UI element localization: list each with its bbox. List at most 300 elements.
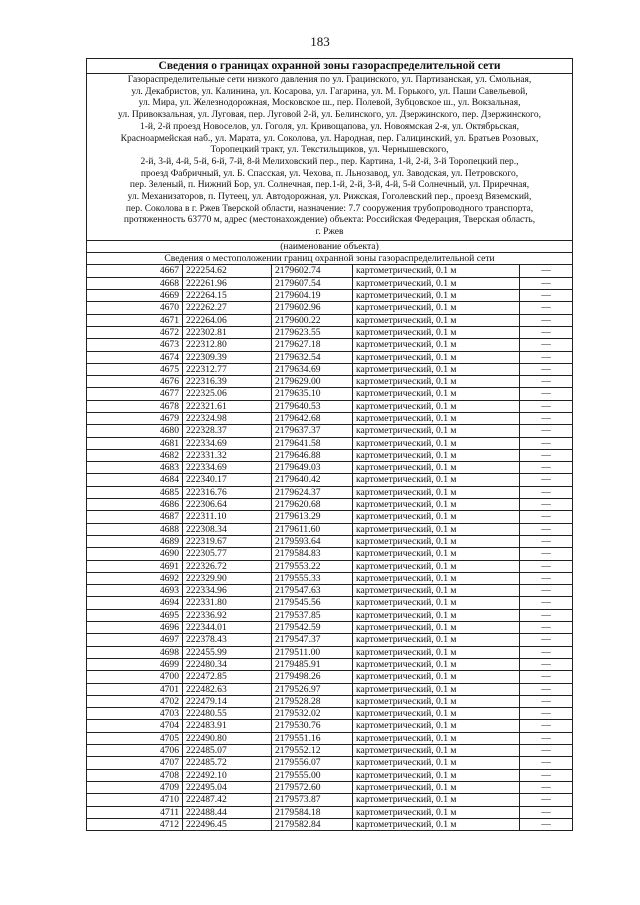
coord-x-cell: 222344.01: [183, 622, 272, 634]
table-row: [87, 425, 573, 437]
method-accuracy-cell: картометрический, 0.1 м: [353, 363, 520, 375]
coord-y-cell: 2179646.88: [272, 449, 353, 461]
object-description-line: ул. Мира, ул. Железнодорожная, Московское ш., пер. Полевой, Зубцовское ш., ул. Вокзальная,: [138, 98, 521, 109]
table-row: [87, 806, 573, 818]
object-description: [87, 74, 573, 241]
object-description-line: пер. Зеленый, п. Нижний Бор, ул. Солнечная, пер.1-й, 2-й, 3-й, 4-й, 5-й Солнечный, ул. Приречная,: [129, 180, 530, 191]
boundary-document: [86, 58, 572, 831]
table-row: [87, 585, 573, 597]
coord-y-cell: 2179552.12: [272, 745, 353, 757]
coord-x-cell: 222316.39: [183, 376, 272, 388]
method-accuracy-cell: картометрический, 0.1 м: [353, 757, 520, 769]
table-row: [87, 671, 573, 683]
coord-x-cell: 222264.06: [183, 314, 272, 326]
table-row: [87, 683, 573, 695]
method-accuracy-cell: картометрический, 0.1 м: [353, 425, 520, 437]
table-row: [87, 622, 573, 634]
method-accuracy-cell: картометрический, 0.1 м: [353, 646, 520, 658]
point-number-cell: 4676: [87, 376, 183, 388]
table-row: [87, 376, 573, 388]
object-caption: (наименование объекта): [87, 240, 573, 252]
coord-y-cell: 2179641.58: [272, 437, 353, 449]
description-cell: —: [520, 757, 573, 769]
boundary-table: [86, 58, 573, 831]
point-number-cell: 4675: [87, 363, 183, 375]
table-row: [87, 658, 573, 670]
method-accuracy-cell: картометрический, 0.1 м: [353, 781, 520, 793]
table-row: [87, 265, 573, 277]
coord-x-cell: 222482.63: [183, 683, 272, 695]
coord-y-cell: 2179602.96: [272, 302, 353, 314]
point-number-cell: 4680: [87, 425, 183, 437]
title-row: [87, 59, 573, 74]
method-accuracy-cell: картометрический, 0.1 м: [353, 339, 520, 351]
point-number-cell: 4686: [87, 499, 183, 511]
coord-x-cell: 222316.76: [183, 486, 272, 498]
coord-y-cell: 2179532.02: [272, 708, 353, 720]
coord-x-cell: 222492.10: [183, 769, 272, 781]
table-row: [87, 400, 573, 412]
method-accuracy-cell: картометрический, 0.1 м: [353, 437, 520, 449]
coord-y-cell: 2179555.00: [272, 769, 353, 781]
point-number-cell: 4681: [87, 437, 183, 449]
coord-y-cell: 2179649.03: [272, 462, 353, 474]
table-row: [87, 708, 573, 720]
method-accuracy-cell: картометрический, 0.1 м: [353, 449, 520, 461]
table-title: Сведения о границах охранной зоны газораспределительной сети: [87, 59, 573, 74]
coord-y-cell: 2179528.28: [272, 695, 353, 707]
description-cell: —: [520, 290, 573, 302]
coord-x-cell: 222312.77: [183, 363, 272, 375]
description-cell: —: [520, 732, 573, 744]
point-number-cell: 4673: [87, 339, 183, 351]
coord-y-cell: 2179620.68: [272, 499, 353, 511]
location-header: Сведения о местоположении границ охранной зоны газораспределительной сети: [87, 253, 573, 265]
coord-x-cell: 222378.43: [183, 634, 272, 646]
object-description-line: пер. Соколова в г. Ржев Тверской области, назначение: 7.7 сооружения трубопроводного транспорта,: [125, 203, 534, 214]
table-row: [87, 597, 573, 609]
point-number-cell: 4706: [87, 745, 183, 757]
coord-y-cell: 2179555.33: [272, 572, 353, 584]
description-cell: —: [520, 449, 573, 461]
method-accuracy-cell: картометрический, 0.1 м: [353, 400, 520, 412]
object-description-line: Торопецкий тракт, ул. Текстильщиков, ул. Чернышевского,: [210, 145, 449, 156]
point-number-cell: 4683: [87, 462, 183, 474]
method-accuracy-cell: картометрический, 0.1 м: [353, 314, 520, 326]
object-description-line: 2-й, 3-й, 4-й, 5-й, 6-й, 7-й, 8-й Мелиховский пер., пер. Картина, 1-й, 2-й, 3-й Торопецкий пер.,: [140, 156, 519, 167]
object-description-line: ул. Механизаторов, п. Путеец, ул. Автодорожная, ул. Рижская, Гоголевский пер., проезд Вяземский,: [127, 192, 532, 203]
description-cell: —: [520, 634, 573, 646]
point-number-cell: 4669: [87, 290, 183, 302]
table-row: [87, 339, 573, 351]
coord-x-cell: 222308.34: [183, 523, 272, 535]
point-number-cell: 4695: [87, 609, 183, 621]
coord-y-cell: 2179627.18: [272, 339, 353, 351]
table-row: [87, 499, 573, 511]
coord-x-cell: 222302.81: [183, 326, 272, 338]
table-row: [87, 363, 573, 375]
description-cell: —: [520, 646, 573, 658]
coord-y-cell: 2179632.54: [272, 351, 353, 363]
coord-x-cell: 222495.04: [183, 781, 272, 793]
point-number-cell: 4677: [87, 388, 183, 400]
point-number-cell: 4692: [87, 572, 183, 584]
coord-y-cell: 2179530.76: [272, 720, 353, 732]
point-number-cell: 4702: [87, 695, 183, 707]
point-number-cell: 4694: [87, 597, 183, 609]
method-accuracy-cell: картометрический, 0.1 м: [353, 622, 520, 634]
point-number-cell: 4667: [87, 265, 183, 277]
coord-x-cell: 222306.64: [183, 499, 272, 511]
table-row: [87, 535, 573, 547]
method-accuracy-cell: картометрический, 0.1 м: [353, 634, 520, 646]
table-row: [87, 437, 573, 449]
coord-y-cell: 2179547.63: [272, 585, 353, 597]
description-cell: —: [520, 708, 573, 720]
table-row: [87, 757, 573, 769]
method-accuracy-cell: картометрический, 0.1 м: [353, 523, 520, 535]
table-body: [87, 59, 573, 831]
description-cell: —: [520, 425, 573, 437]
method-accuracy-cell: картометрический, 0.1 м: [353, 671, 520, 683]
point-number-cell: 4710: [87, 794, 183, 806]
table-row: [87, 388, 573, 400]
coord-y-cell: 2179551.16: [272, 732, 353, 744]
table-row: [87, 548, 573, 560]
method-accuracy-cell: картометрический, 0.1 м: [353, 302, 520, 314]
description-cell: —: [520, 818, 573, 830]
coord-x-cell: 222325.06: [183, 388, 272, 400]
point-number-cell: 4691: [87, 560, 183, 572]
table-row: [87, 462, 573, 474]
method-accuracy-cell: картометрический, 0.1 м: [353, 548, 520, 560]
description-cell: —: [520, 314, 573, 326]
table-row: [87, 290, 573, 302]
coord-y-cell: 2179582.84: [272, 818, 353, 830]
point-number-cell: 4685: [87, 486, 183, 498]
coord-y-cell: 2179623.55: [272, 326, 353, 338]
coord-x-cell: 222472.85: [183, 671, 272, 683]
table-row: [87, 277, 573, 289]
coord-y-cell: 2179640.53: [272, 400, 353, 412]
description-cell: —: [520, 474, 573, 486]
table-row: [87, 794, 573, 806]
coord-y-cell: 2179600.22: [272, 314, 353, 326]
coord-x-cell: 222326.72: [183, 560, 272, 572]
description-cell: —: [520, 769, 573, 781]
coord-x-cell: 222496.45: [183, 818, 272, 830]
method-accuracy-cell: картометрический, 0.1 м: [353, 351, 520, 363]
method-accuracy-cell: картометрический, 0.1 м: [353, 806, 520, 818]
coord-y-cell: 2179613.29: [272, 511, 353, 523]
description-cell: —: [520, 622, 573, 634]
method-accuracy-cell: картометрический, 0.1 м: [353, 769, 520, 781]
coord-y-cell: 2179634.69: [272, 363, 353, 375]
description-cell: —: [520, 400, 573, 412]
coord-y-cell: 2179637.37: [272, 425, 353, 437]
coord-y-cell: 2179584.83: [272, 548, 353, 560]
description-cell: —: [520, 671, 573, 683]
coord-x-cell: 222455.99: [183, 646, 272, 658]
method-accuracy-cell: картометрический, 0.1 м: [353, 658, 520, 670]
method-accuracy-cell: картометрический, 0.1 м: [353, 818, 520, 830]
coord-y-cell: 2179602.74: [272, 265, 353, 277]
table-row: [87, 351, 573, 363]
coord-x-cell: 222331.80: [183, 597, 272, 609]
coord-y-cell: 2179556.07: [272, 757, 353, 769]
table-row: [87, 769, 573, 781]
method-accuracy-cell: картометрический, 0.1 м: [353, 597, 520, 609]
point-number-cell: 4671: [87, 314, 183, 326]
method-accuracy-cell: картометрический, 0.1 м: [353, 609, 520, 621]
description-cell: —: [520, 511, 573, 523]
description-cell: —: [520, 720, 573, 732]
coord-x-cell: 222334.69: [183, 437, 272, 449]
coord-x-cell: 222487.42: [183, 794, 272, 806]
description-cell: —: [520, 363, 573, 375]
point-number-cell: 4696: [87, 622, 183, 634]
point-number-cell: 4679: [87, 413, 183, 425]
coord-x-cell: 222324.98: [183, 413, 272, 425]
method-accuracy-cell: картометрический, 0.1 м: [353, 413, 520, 425]
table-row: [87, 560, 573, 572]
caption-row: [87, 240, 573, 252]
description-cell: —: [520, 535, 573, 547]
description-cell: —: [520, 781, 573, 793]
point-number-cell: 4698: [87, 646, 183, 658]
description-cell: —: [520, 658, 573, 670]
table-row: [87, 449, 573, 461]
coord-x-cell: 222309.39: [183, 351, 272, 363]
description-cell: —: [520, 326, 573, 338]
object-description-line: Газораспределительные сети низкого давления по ул. Грацинского, ул. Партизанская, ул. Смольная,: [127, 75, 532, 85]
table-row: [87, 695, 573, 707]
table-row: [87, 413, 573, 425]
coord-y-cell: 2179485.91: [272, 658, 353, 670]
coord-y-cell: 2179640.42: [272, 474, 353, 486]
page-number: 183: [310, 34, 330, 49]
coord-x-cell: 222479.14: [183, 695, 272, 707]
table-row: [87, 314, 573, 326]
method-accuracy-cell: картометрический, 0.1 м: [353, 708, 520, 720]
point-number-cell: 4674: [87, 351, 183, 363]
coord-x-cell: 222328.37: [183, 425, 272, 437]
method-accuracy-cell: картометрический, 0.1 м: [353, 474, 520, 486]
table-row: [87, 818, 573, 830]
description-cell: —: [520, 351, 573, 363]
coord-y-cell: 2179584.18: [272, 806, 353, 818]
coord-y-cell: 2179573.87: [272, 794, 353, 806]
point-number-cell: 4712: [87, 818, 183, 830]
description-cell: —: [520, 499, 573, 511]
method-accuracy-cell: картометрический, 0.1 м: [353, 745, 520, 757]
description-cell: —: [520, 585, 573, 597]
coord-y-cell: 2179611.60: [272, 523, 353, 535]
point-number-cell: 4699: [87, 658, 183, 670]
description-cell: —: [520, 609, 573, 621]
coord-x-cell: 222336.92: [183, 609, 272, 621]
point-number-cell: 4690: [87, 548, 183, 560]
coord-x-cell: 222261.96: [183, 277, 272, 289]
coord-y-cell: 2179526.97: [272, 683, 353, 695]
point-number-cell: 4682: [87, 449, 183, 461]
description-cell: —: [520, 560, 573, 572]
table-row: [87, 745, 573, 757]
table-row: [87, 474, 573, 486]
table-row: [87, 511, 573, 523]
table-row: [87, 646, 573, 658]
point-number-cell: 4684: [87, 474, 183, 486]
point-number-cell: 4689: [87, 535, 183, 547]
method-accuracy-cell: картометрический, 0.1 м: [353, 511, 520, 523]
coord-x-cell: 222311.10: [183, 511, 272, 523]
table-row: [87, 609, 573, 621]
object-description-line: ул. Привокзальная, ул. Луговая, пер. Луговой 2-й, ул. Белинского, ул. Дзержинского, пер. Дзержинского,: [118, 110, 541, 121]
coord-y-cell: 2179542.59: [272, 622, 353, 634]
object-row: [87, 74, 573, 241]
coord-x-cell: 222319.67: [183, 535, 272, 547]
point-number-cell: 4705: [87, 732, 183, 744]
description-cell: —: [520, 462, 573, 474]
description-cell: —: [520, 572, 573, 584]
coord-x-cell: 222329.90: [183, 572, 272, 584]
coord-x-cell: 222480.55: [183, 708, 272, 720]
coord-x-cell: 222488.44: [183, 806, 272, 818]
coord-y-cell: 2179642.68: [272, 413, 353, 425]
point-number-cell: 4709: [87, 781, 183, 793]
description-cell: —: [520, 486, 573, 498]
coord-y-cell: 2179593.64: [272, 535, 353, 547]
description-cell: —: [520, 548, 573, 560]
description-cell: —: [520, 413, 573, 425]
table-row: [87, 572, 573, 584]
point-number-cell: 4703: [87, 708, 183, 720]
description-cell: —: [520, 745, 573, 757]
method-accuracy-cell: картометрический, 0.1 м: [353, 572, 520, 584]
coord-x-cell: 222321.61: [183, 400, 272, 412]
point-number-cell: 4708: [87, 769, 183, 781]
method-accuracy-cell: картометрический, 0.1 м: [353, 695, 520, 707]
method-accuracy-cell: картометрический, 0.1 м: [353, 560, 520, 572]
coord-x-cell: 222331.32: [183, 449, 272, 461]
point-number-cell: 4687: [87, 511, 183, 523]
coord-x-cell: 222485.72: [183, 757, 272, 769]
coord-x-cell: 222264.15: [183, 290, 272, 302]
method-accuracy-cell: картометрический, 0.1 м: [353, 535, 520, 547]
point-number-cell: 4668: [87, 277, 183, 289]
coord-x-cell: 222340.17: [183, 474, 272, 486]
coord-y-cell: 2179607.54: [272, 277, 353, 289]
description-cell: —: [520, 523, 573, 535]
description-cell: —: [520, 695, 573, 707]
table-row: [87, 326, 573, 338]
coord-y-cell: 2179498.26: [272, 671, 353, 683]
coord-y-cell: 2179629.00: [272, 376, 353, 388]
method-accuracy-cell: картометрический, 0.1 м: [353, 388, 520, 400]
coord-x-cell: 222262.27: [183, 302, 272, 314]
method-accuracy-cell: картометрический, 0.1 м: [353, 326, 520, 338]
table-row: [87, 486, 573, 498]
coord-y-cell: 2179572.60: [272, 781, 353, 793]
coord-x-cell: 222334.69: [183, 462, 272, 474]
coord-x-cell: 222334.96: [183, 585, 272, 597]
coord-y-cell: 2179537.85: [272, 609, 353, 621]
description-cell: —: [520, 683, 573, 695]
object-description-line: проезд Фабричный, ул. Б. Спасская, ул. Чехова, п. Льнозавод, ул. Заводская, ул. Петровского,: [140, 168, 519, 179]
point-number-cell: 4701: [87, 683, 183, 695]
point-number-cell: 4672: [87, 326, 183, 338]
description-cell: —: [520, 265, 573, 277]
coord-y-cell: 2179545.56: [272, 597, 353, 609]
point-number-cell: 4707: [87, 757, 183, 769]
method-accuracy-cell: картометрический, 0.1 м: [353, 486, 520, 498]
point-number-cell: 4693: [87, 585, 183, 597]
table-row: [87, 720, 573, 732]
coord-x-cell: 222490.80: [183, 732, 272, 744]
coord-x-cell: 222312.80: [183, 339, 272, 351]
coord-x-cell: 222305.77: [183, 548, 272, 560]
location-header-row: [87, 253, 573, 265]
coord-x-cell: 222480.34: [183, 658, 272, 670]
table-row: [87, 732, 573, 744]
object-description-line: Красноармейская наб., ул. Марата, ул. Соколова, ул. Народная, пер. Галицинский, ул. Братьев Розовых,: [120, 133, 539, 144]
method-accuracy-cell: картометрический, 0.1 м: [353, 732, 520, 744]
object-description-line: 1-й, 2-й проезд Новоселов, ул. Гоголя, ул. Кривощапова, ул. Новоямская 2-я, ул. Октябрьская,: [140, 121, 519, 132]
point-number-cell: 4670: [87, 302, 183, 314]
object-description-line: г. Ржев: [315, 227, 344, 238]
coord-y-cell: 2179547.37: [272, 634, 353, 646]
method-accuracy-cell: картометрический, 0.1 м: [353, 499, 520, 511]
description-cell: —: [520, 302, 573, 314]
method-accuracy-cell: картометрический, 0.1 м: [353, 794, 520, 806]
table-row: [87, 781, 573, 793]
method-accuracy-cell: картометрический, 0.1 м: [353, 720, 520, 732]
method-accuracy-cell: картометрический, 0.1 м: [353, 683, 520, 695]
point-number-cell: 4711: [87, 806, 183, 818]
description-cell: —: [520, 388, 573, 400]
method-accuracy-cell: картометрический, 0.1 м: [353, 585, 520, 597]
table-row: [87, 634, 573, 646]
coord-y-cell: 2179511.00: [272, 646, 353, 658]
description-cell: —: [520, 806, 573, 818]
method-accuracy-cell: картометрический, 0.1 м: [353, 376, 520, 388]
coord-y-cell: 2179624.37: [272, 486, 353, 498]
table-row: [87, 302, 573, 314]
description-cell: —: [520, 376, 573, 388]
point-number-cell: 4688: [87, 523, 183, 535]
method-accuracy-cell: картометрический, 0.1 м: [353, 462, 520, 474]
point-number-cell: 4678: [87, 400, 183, 412]
coord-x-cell: 222254.62: [183, 265, 272, 277]
description-cell: —: [520, 277, 573, 289]
description-cell: —: [520, 597, 573, 609]
table-row: [87, 523, 573, 535]
coord-y-cell: 2179553.22: [272, 560, 353, 572]
method-accuracy-cell: картометрический, 0.1 м: [353, 265, 520, 277]
coord-y-cell: 2179604.19: [272, 290, 353, 302]
coord-x-cell: 222483.91: [183, 720, 272, 732]
point-number-cell: 4697: [87, 634, 183, 646]
coord-y-cell: 2179635.10: [272, 388, 353, 400]
description-cell: —: [520, 794, 573, 806]
object-description-line: ул. Декабристов, ул. Калинина, ул. Косарова, ул. Гагарина, ул. М. Горького, ул. Паши Савельевой,: [131, 86, 528, 97]
description-cell: —: [520, 437, 573, 449]
method-accuracy-cell: картометрический, 0.1 м: [353, 277, 520, 289]
description-cell: —: [520, 339, 573, 351]
method-accuracy-cell: картометрический, 0.1 м: [353, 290, 520, 302]
point-number-cell: 4704: [87, 720, 183, 732]
coord-x-cell: 222485.07: [183, 745, 272, 757]
